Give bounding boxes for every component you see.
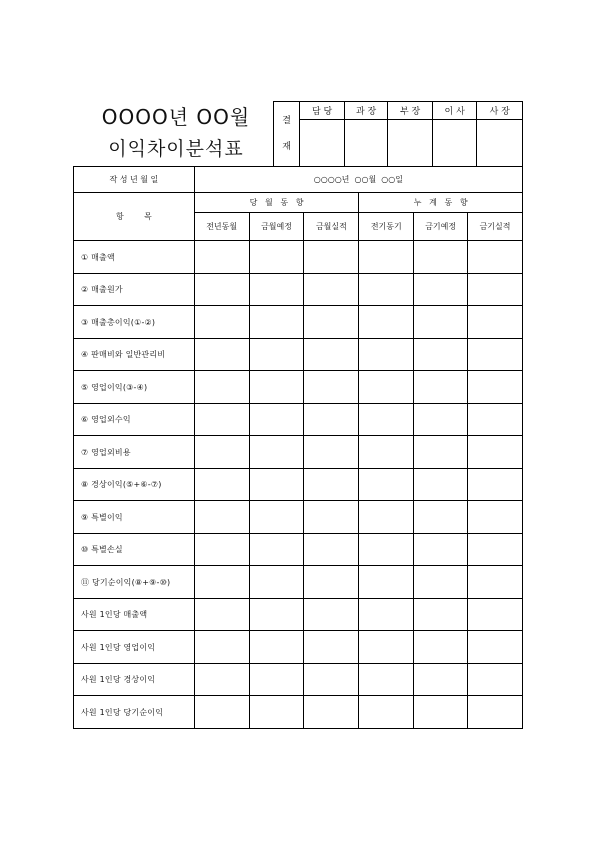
row-label: 사원 1인당 당기순이익: [74, 696, 195, 729]
value-cell[interactable]: [194, 534, 249, 566]
value-cell[interactable]: [249, 631, 304, 664]
table-body: [74, 241, 523, 729]
value-cell[interactable]: [414, 696, 468, 729]
row-label: ⑧ 경상이익(⑤+⑥-⑦): [74, 469, 195, 501]
value-cell[interactable]: [468, 469, 523, 501]
items-header: 항 목: [74, 193, 195, 241]
row-label: ⑥ 영업외수익: [74, 404, 195, 436]
value-cell[interactable]: [304, 469, 359, 501]
value-cell[interactable]: [468, 696, 523, 729]
value-cell[interactable]: [468, 664, 523, 696]
value-cell[interactable]: [194, 599, 249, 631]
value-cell[interactable]: [414, 534, 468, 566]
value-cell[interactable]: [414, 306, 468, 339]
row-label: ⑦ 영업외비용: [74, 436, 195, 469]
value-cell[interactable]: [468, 436, 523, 469]
value-cell[interactable]: [359, 274, 414, 306]
date-label: 작 성 년 월 일: [74, 167, 195, 193]
value-cell[interactable]: [304, 566, 359, 599]
value-cell[interactable]: [359, 534, 414, 566]
cumulative-header: 누 계 동 향: [359, 193, 523, 213]
column-header: 전기동기: [359, 213, 414, 241]
table-row: [74, 534, 523, 566]
signature-cell[interactable]: [477, 120, 523, 167]
value-cell[interactable]: [359, 631, 414, 664]
value-cell[interactable]: [194, 501, 249, 534]
value-cell[interactable]: [304, 241, 359, 274]
row-label: ③ 매출총이익(①-②): [74, 306, 195, 339]
value-cell[interactable]: [468, 501, 523, 534]
value-cell[interactable]: [359, 501, 414, 534]
value-cell[interactable]: [359, 436, 414, 469]
row-label: ⑨ 특별이익: [74, 501, 195, 534]
signature-cell[interactable]: [432, 120, 477, 167]
value-cell[interactable]: [468, 631, 523, 664]
value-cell[interactable]: [194, 566, 249, 599]
current-month-header: 당 월 동 향: [194, 193, 359, 213]
value-cell[interactable]: [194, 436, 249, 469]
value-cell[interactable]: [304, 436, 359, 469]
value-cell[interactable]: [414, 339, 468, 371]
value-cell[interactable]: [359, 306, 414, 339]
row-label: 사원 1인당 매출액: [74, 599, 195, 631]
table-row: [74, 436, 523, 469]
approval-role-director: 이 사: [432, 102, 477, 120]
table-row: [74, 696, 523, 729]
value-cell[interactable]: [468, 566, 523, 599]
approval-side-label: [274, 102, 300, 167]
table-row: [74, 469, 523, 501]
approval-role-president: 사 장: [477, 102, 523, 120]
document-title: 이익차이분석표: [108, 138, 244, 160]
value-cell[interactable]: [194, 664, 249, 696]
value-cell[interactable]: [468, 241, 523, 274]
value-cell[interactable]: [304, 631, 359, 664]
value-cell[interactable]: [249, 566, 304, 599]
value-cell[interactable]: [414, 241, 468, 274]
value-cell[interactable]: [194, 371, 249, 404]
row-label: ⑩ 특별손실: [74, 534, 195, 566]
row-label: 사원 1인당 경상이익: [74, 664, 195, 696]
row-label: ⑤ 영업이익(③-④): [74, 371, 195, 404]
value-cell[interactable]: [414, 274, 468, 306]
value-cell[interactable]: [194, 696, 249, 729]
row-label: ② 매출원가: [74, 274, 195, 306]
value-cell[interactable]: [359, 241, 414, 274]
column-header: 전년동월: [194, 213, 249, 241]
value-cell[interactable]: [414, 404, 468, 436]
table-row: [74, 501, 523, 534]
table-row: [74, 339, 523, 371]
value-cell[interactable]: [359, 371, 414, 404]
value-cell[interactable]: [359, 696, 414, 729]
value-cell[interactable]: [249, 664, 304, 696]
table-row: [74, 404, 523, 436]
row-label: ① 매출액: [74, 241, 195, 274]
value-cell[interactable]: [194, 339, 249, 371]
row-label: 사원 1인당 영업이익: [74, 631, 195, 664]
value-cell[interactable]: [414, 371, 468, 404]
value-cell[interactable]: [194, 469, 249, 501]
value-cell[interactable]: [414, 631, 468, 664]
approval-role-manager: 담 당: [300, 102, 345, 120]
value-cell[interactable]: [304, 664, 359, 696]
value-cell[interactable]: [249, 534, 304, 566]
value-cell[interactable]: [249, 696, 304, 729]
value-cell[interactable]: [304, 371, 359, 404]
signature-cell[interactable]: [344, 120, 388, 167]
table-row: [74, 306, 523, 339]
value-cell[interactable]: [249, 274, 304, 306]
value-cell[interactable]: [414, 599, 468, 631]
approval-role-department-head: 부 장: [388, 102, 433, 120]
value-cell[interactable]: [359, 469, 414, 501]
signature-cell[interactable]: [388, 120, 433, 167]
value-cell[interactable]: [249, 599, 304, 631]
date-value: ○○○○년 ○○월 ○○일: [194, 167, 522, 193]
column-header: 금기예정: [414, 213, 468, 241]
table-row: [74, 241, 523, 274]
value-cell[interactable]: [249, 241, 304, 274]
value-cell[interactable]: [249, 501, 304, 534]
table-row: [74, 274, 523, 306]
table-row: [74, 371, 523, 404]
table-row: [74, 664, 523, 696]
value-cell[interactable]: [194, 241, 249, 274]
value-cell[interactable]: [468, 534, 523, 566]
value-cell[interactable]: [414, 664, 468, 696]
value-cell[interactable]: [414, 501, 468, 534]
document-title-date: OOOO년 OO월: [101, 105, 251, 129]
column-header: 금기실적: [468, 213, 523, 241]
value-cell[interactable]: [249, 469, 304, 501]
value-cell[interactable]: [468, 599, 523, 631]
value-cell[interactable]: [359, 599, 414, 631]
value-cell[interactable]: [194, 404, 249, 436]
value-cell[interactable]: [194, 631, 249, 664]
table-row: [74, 631, 523, 664]
value-cell[interactable]: [359, 404, 414, 436]
value-cell[interactable]: [249, 436, 304, 469]
value-cell[interactable]: [194, 274, 249, 306]
approval-role-section-chief: 과 장: [344, 102, 388, 120]
signature-cell[interactable]: [300, 120, 345, 167]
value-cell[interactable]: [304, 404, 359, 436]
row-label: ④ 판매비와 일반관리비: [74, 339, 195, 371]
value-cell[interactable]: [414, 436, 468, 469]
value-cell[interactable]: [359, 339, 414, 371]
value-cell[interactable]: [359, 566, 414, 599]
column-header: 금월예정: [249, 213, 304, 241]
value-cell[interactable]: [194, 306, 249, 339]
value-cell[interactable]: [468, 306, 523, 339]
value-cell[interactable]: [304, 501, 359, 534]
value-cell[interactable]: [249, 339, 304, 371]
value-cell[interactable]: [249, 306, 304, 339]
profit-variance-table: [73, 166, 523, 729]
value-cell[interactable]: [249, 404, 304, 436]
column-header: 금월실적: [304, 213, 359, 241]
value-cell[interactable]: [304, 339, 359, 371]
value-cell[interactable]: [468, 371, 523, 404]
value-cell[interactable]: [249, 371, 304, 404]
value-cell[interactable]: [304, 274, 359, 306]
value-cell[interactable]: [304, 696, 359, 729]
value-cell[interactable]: [304, 306, 359, 339]
approval-label-bottom: 재: [282, 142, 291, 152]
value-cell[interactable]: [304, 534, 359, 566]
approval-label-top: 결: [282, 116, 291, 126]
value-cell[interactable]: [414, 566, 468, 599]
table-row: [74, 599, 523, 631]
value-cell[interactable]: [468, 404, 523, 436]
value-cell[interactable]: [468, 274, 523, 306]
value-cell[interactable]: [359, 664, 414, 696]
value-cell[interactable]: [468, 339, 523, 371]
row-label: ⑪ 당기순이익(⑧+⑨-⑩): [74, 566, 195, 599]
value-cell[interactable]: [414, 469, 468, 501]
table-row: [74, 566, 523, 599]
value-cell[interactable]: [304, 599, 359, 631]
approval-table: [273, 101, 523, 167]
